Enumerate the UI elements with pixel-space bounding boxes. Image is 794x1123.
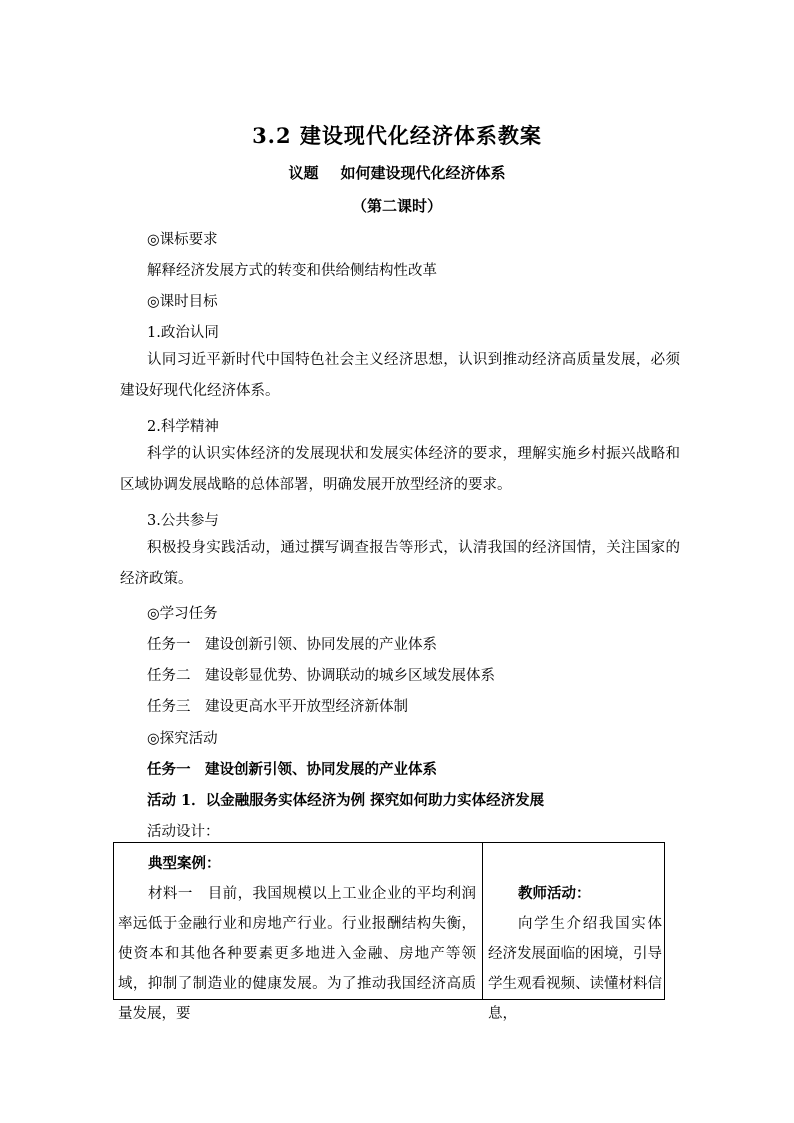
case-text: 材料一 目前，我国规模以上工业企业的平均利润率远低于金融行业和房地产行业。行业报酬结构失衡，使资本和其他各种要素更多地进入金融、房地产等领域，抑制了制造业的健康发展。为了推动我国经济高质量发展，要 bbox=[118, 886, 476, 1022]
document-subtitle bbox=[0, 162, 794, 183]
goal1-text: 认同习近平新时代中国特色社会主义经济思想，认识到推动经济高质量发展，必须建设好现代化经济体系。 bbox=[120, 352, 680, 399]
curriculum-heading: ◎课标要求 bbox=[147, 232, 218, 248]
activity-design-label: 活动设计： bbox=[147, 824, 220, 840]
document-title: 3.2 建设现代化经济体系教案 bbox=[252, 123, 542, 148]
explore-task-heading: 任务一 建设创新引领、协同发展的产业体系 bbox=[147, 761, 437, 778]
goal3-text: 积极投身实践活动，通过撰写调查报告等形式，认清我国的经济国情，关注国家的经济政策。 bbox=[120, 540, 680, 587]
goal3-heading: 3.公共参与 bbox=[147, 513, 219, 529]
case-heading: 典型案例： bbox=[148, 855, 221, 872]
lesson-number: （第二课时） bbox=[351, 197, 442, 215]
goals-heading: ◎课时目标 bbox=[147, 294, 218, 310]
task-item-2: 任务二 建设彰显优势、协调联动的城乡区域发展体系 bbox=[147, 668, 495, 684]
goal2-text: 科学的认识实体经济的发展现状和发展实体经济的要求，理解实施乡村振兴战略和区域协调发展战略的总体部署，明确发展开放型经济的要求。 bbox=[120, 446, 680, 493]
curriculum-text: 解释经济发展方式的转变和供给侧结构性改革 bbox=[147, 263, 437, 279]
explore-heading: ◎探究活动 bbox=[147, 731, 218, 747]
teacher-cell bbox=[488, 879, 662, 1022]
teacher-text: 向学生介绍我国实体经济发展面临的困境，引导学生观看视频、读懂材料信息， bbox=[488, 916, 662, 1022]
activity-table bbox=[113, 842, 665, 1022]
goal2-heading: 2.科学精神 bbox=[147, 419, 219, 435]
case-cell bbox=[118, 849, 476, 1022]
topic-text: 如何建设现代化经济体系 bbox=[340, 164, 506, 182]
task-item-1: 任务一 建设创新引领、协同发展的产业体系 bbox=[147, 637, 437, 653]
activity-1-heading: 活动 1．以金融服务实体经济为例 探究如何助力实体经济发展 bbox=[147, 792, 545, 809]
task-item-3: 任务三 建设更高水平开放型经济新体制 bbox=[147, 699, 408, 715]
goal1-heading: 1.政治认同 bbox=[147, 325, 219, 341]
teacher-heading: 教师活动： bbox=[518, 885, 591, 902]
tasks-heading: ◎学习任务 bbox=[147, 606, 218, 622]
topic-label: 议题 bbox=[288, 164, 319, 182]
table-divider bbox=[482, 843, 483, 999]
